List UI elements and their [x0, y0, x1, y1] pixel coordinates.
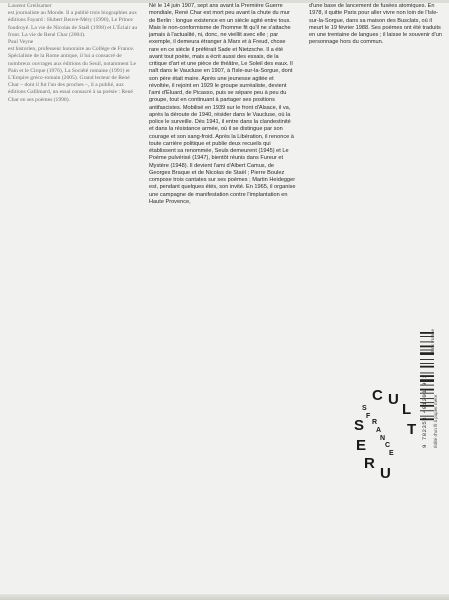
logo-letter: R — [372, 419, 378, 426]
logo-letter: E — [389, 450, 394, 457]
author-bio-greilsamer — [8, 3, 140, 39]
biography-column-continued — [309, 3, 444, 47]
barcode-bar — [420, 359, 434, 360]
isbn-number: 9 782353 401201 9 2 — [421, 374, 428, 448]
logo-letter: S — [362, 405, 367, 412]
logo-letter: S — [354, 417, 365, 434]
logo-letter: T — [407, 421, 417, 438]
biography-text: Né le 14 juin 1907, sept ans avant la Première Guerre mondiale, René Char est mort peu avant la chute du mur de Berlin : longue existence en un siècle agité entre tous. Mais le non-conformisme de l'homme fit qu'il ne s'attache jamais à l'actualité, ni, donc, ne vieillit avec elle ; par exemple, il demeura étranger à Marx et à Freud, chose rare en ce siècle il préférait Sade et Nietzsche. Il a été avant tout poète, mais a écrit aussi des essais, de la critique d'art et une pièce de théâtre, Le Soleil des eaux. Il naît dans le Vaucluse en 1907, à l'Isle-sur-la-Sorgue, dont son père était maire. Après une jeunesse agitée et révoltée, il rejoint en 1929 le groupe surréaliste, devient l'ami d'Éluard, de Picasso, puis se sépare peu à peu du groupe, tout en continuant à partager ses positions antifascistes. Mobilisé en 1939 sur le front d'Alsace, il va, après la déroute de 1940, résider dans le Vaucluse, où la police le surveille. Dès 1941, il entre dans la clandestinité et dans la résistance armée, où il se distingue par son courage et son sang-froid. Après la Libération, il renonce à toute carrière politique et publie deux recueils qui établissent sa renommée, Seuls demeurent (1945) et Le Poème pulvérisé (1947), bientôt réunis dans Fureur et Mystère (1948). Il devient l'ami d'Albert Camus, de Georges Braque et de Nicolas de Staël ; Pierre Boulez compose trois cantates sur ses poèmes ; Martin Heidegger est, pendant quelques étés, son invité. En 1965, il organise une campagne de manifestation contre l'implantation en Haute Provence, — [149, 3, 296, 205]
biography-text-continued: d'une base de lancement de fusées atomiques. En 1978, il quitte Paris pour aller vivre non loin de l'Isle-sur-la-Sorgue, dans sa maison des Busclats, où il meurt le 19 février 1988. Ses poèmes ont été traduits en une trentaine de langues ; il laisse le souvenir d'un personnage hors du commun. — [309, 3, 442, 46]
logo-letter: A — [376, 427, 382, 434]
logo-letter: U — [380, 465, 391, 482]
cultures-france-logo — [350, 380, 420, 490]
logo-letter: C — [385, 442, 391, 449]
price-label: Prix France — [430, 328, 435, 352]
logo-letter: U — [388, 391, 399, 408]
author-name: Laurent Greilsamer — [8, 3, 52, 9]
printer-note: Édité d'un fil à papier mère — [433, 394, 438, 448]
logo-letter: N — [380, 435, 386, 442]
barcode-bar — [420, 352, 434, 355]
logo-letter: L — [402, 401, 412, 418]
author-bios-column — [8, 3, 140, 104]
author-bio-veyne — [8, 39, 140, 104]
author-bio-text: est journaliste au Monde. Il a publié trois biographies aux éditions Fayard : Hubert Beuve-Méry (1990), Le Prince foudroyé. La vie de Nicolas de Staël (1998) et L'Éclair au front. La vie de René Char (2004). — [8, 10, 138, 38]
author-name: Paul Veyne — [8, 39, 34, 46]
logo-letter: C — [372, 387, 383, 404]
page-bottom-edge — [0, 594, 449, 600]
logo-letter: R — [364, 455, 375, 472]
barcode-bar — [420, 363, 434, 364]
biography-column-main — [149, 3, 296, 206]
barcode-bar — [420, 366, 434, 368]
author-bio-text: est historien, professeur honoraire au Collège de France. Spécialiste de la Rome antique, il lui a consacré de nombreux ouvrages aux éditions du Seuil, notamment Le Pain et le Cirque (1976), La Société romaine (1991) et L'Empire gréco-romain (2005). Grand lecteur de René Char – dont il fut l'un des proches –, il a publié, aux éditions Gallimard, un essai consacré à sa poésie : René Char en ses poèmes (1990). — [8, 46, 137, 103]
logo-letter: E — [356, 437, 367, 454]
logo-letter: F — [366, 413, 371, 420]
